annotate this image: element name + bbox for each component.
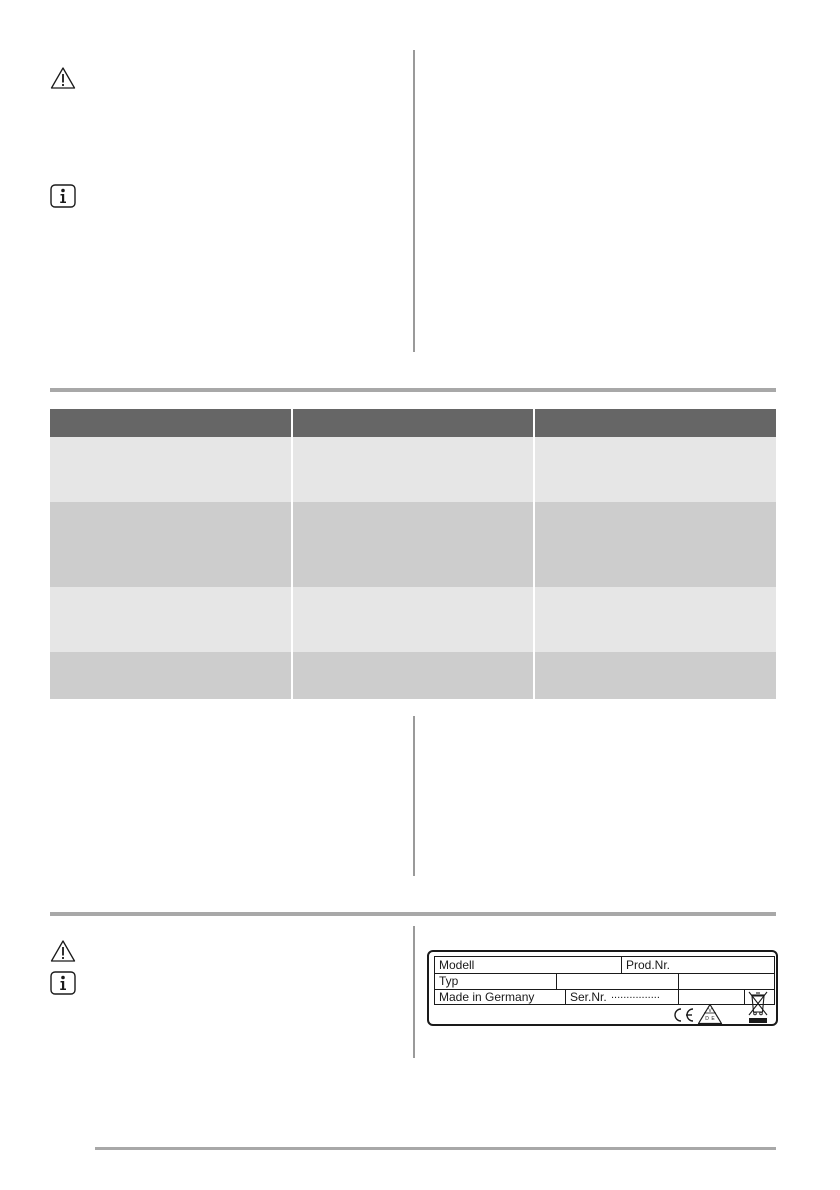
info-icon — [50, 971, 76, 995]
table-row — [50, 652, 776, 699]
origin-label: Made in Germany — [439, 990, 535, 1004]
model-label: Modell — [439, 958, 475, 972]
table-cell — [293, 437, 535, 502]
column-divider-bottom — [413, 926, 415, 1058]
ser-nr-dots: ................ — [611, 989, 660, 1001]
table-cell — [535, 652, 776, 699]
ce-mark-icon — [672, 1007, 696, 1023]
info-icon — [50, 184, 76, 208]
data-table — [50, 409, 776, 699]
table-row — [50, 587, 776, 652]
table-cell — [535, 587, 776, 652]
table-header-cell — [535, 409, 776, 437]
column-divider-top — [413, 50, 415, 352]
table-cell — [535, 437, 776, 502]
table-header-cell — [293, 409, 535, 437]
type-label: Typ — [439, 974, 459, 988]
rating-plate — [427, 950, 778, 1026]
table-header-row — [50, 409, 776, 437]
svg-text:V: V — [708, 1008, 712, 1014]
section-rule-2 — [50, 912, 776, 916]
table-row — [50, 502, 776, 587]
footer-rule — [95, 1147, 776, 1150]
section-rule-1 — [50, 388, 776, 392]
table-cell — [50, 652, 293, 699]
table-header-cell — [50, 409, 293, 437]
table-cell — [50, 587, 293, 652]
ser-nr-label: Ser.Nr. — [570, 990, 607, 1004]
crossed-bin-icon — [747, 990, 769, 1024]
table-cell — [293, 502, 535, 587]
table-cell — [50, 502, 293, 587]
table-cell — [293, 652, 535, 699]
table-cell — [50, 437, 293, 502]
table-cell — [293, 587, 535, 652]
table-row — [50, 437, 776, 502]
svg-text:E: E — [711, 1016, 715, 1022]
warning-icon — [50, 939, 76, 963]
warning-icon — [50, 66, 76, 90]
column-divider-middle — [413, 716, 415, 876]
svg-text:D: D — [705, 1016, 709, 1022]
table-cell — [535, 502, 776, 587]
rating-plate-grid — [434, 956, 775, 1005]
prod-nr-label: Prod.Nr. — [626, 958, 671, 972]
vde-triangle-icon — [697, 1003, 723, 1025]
